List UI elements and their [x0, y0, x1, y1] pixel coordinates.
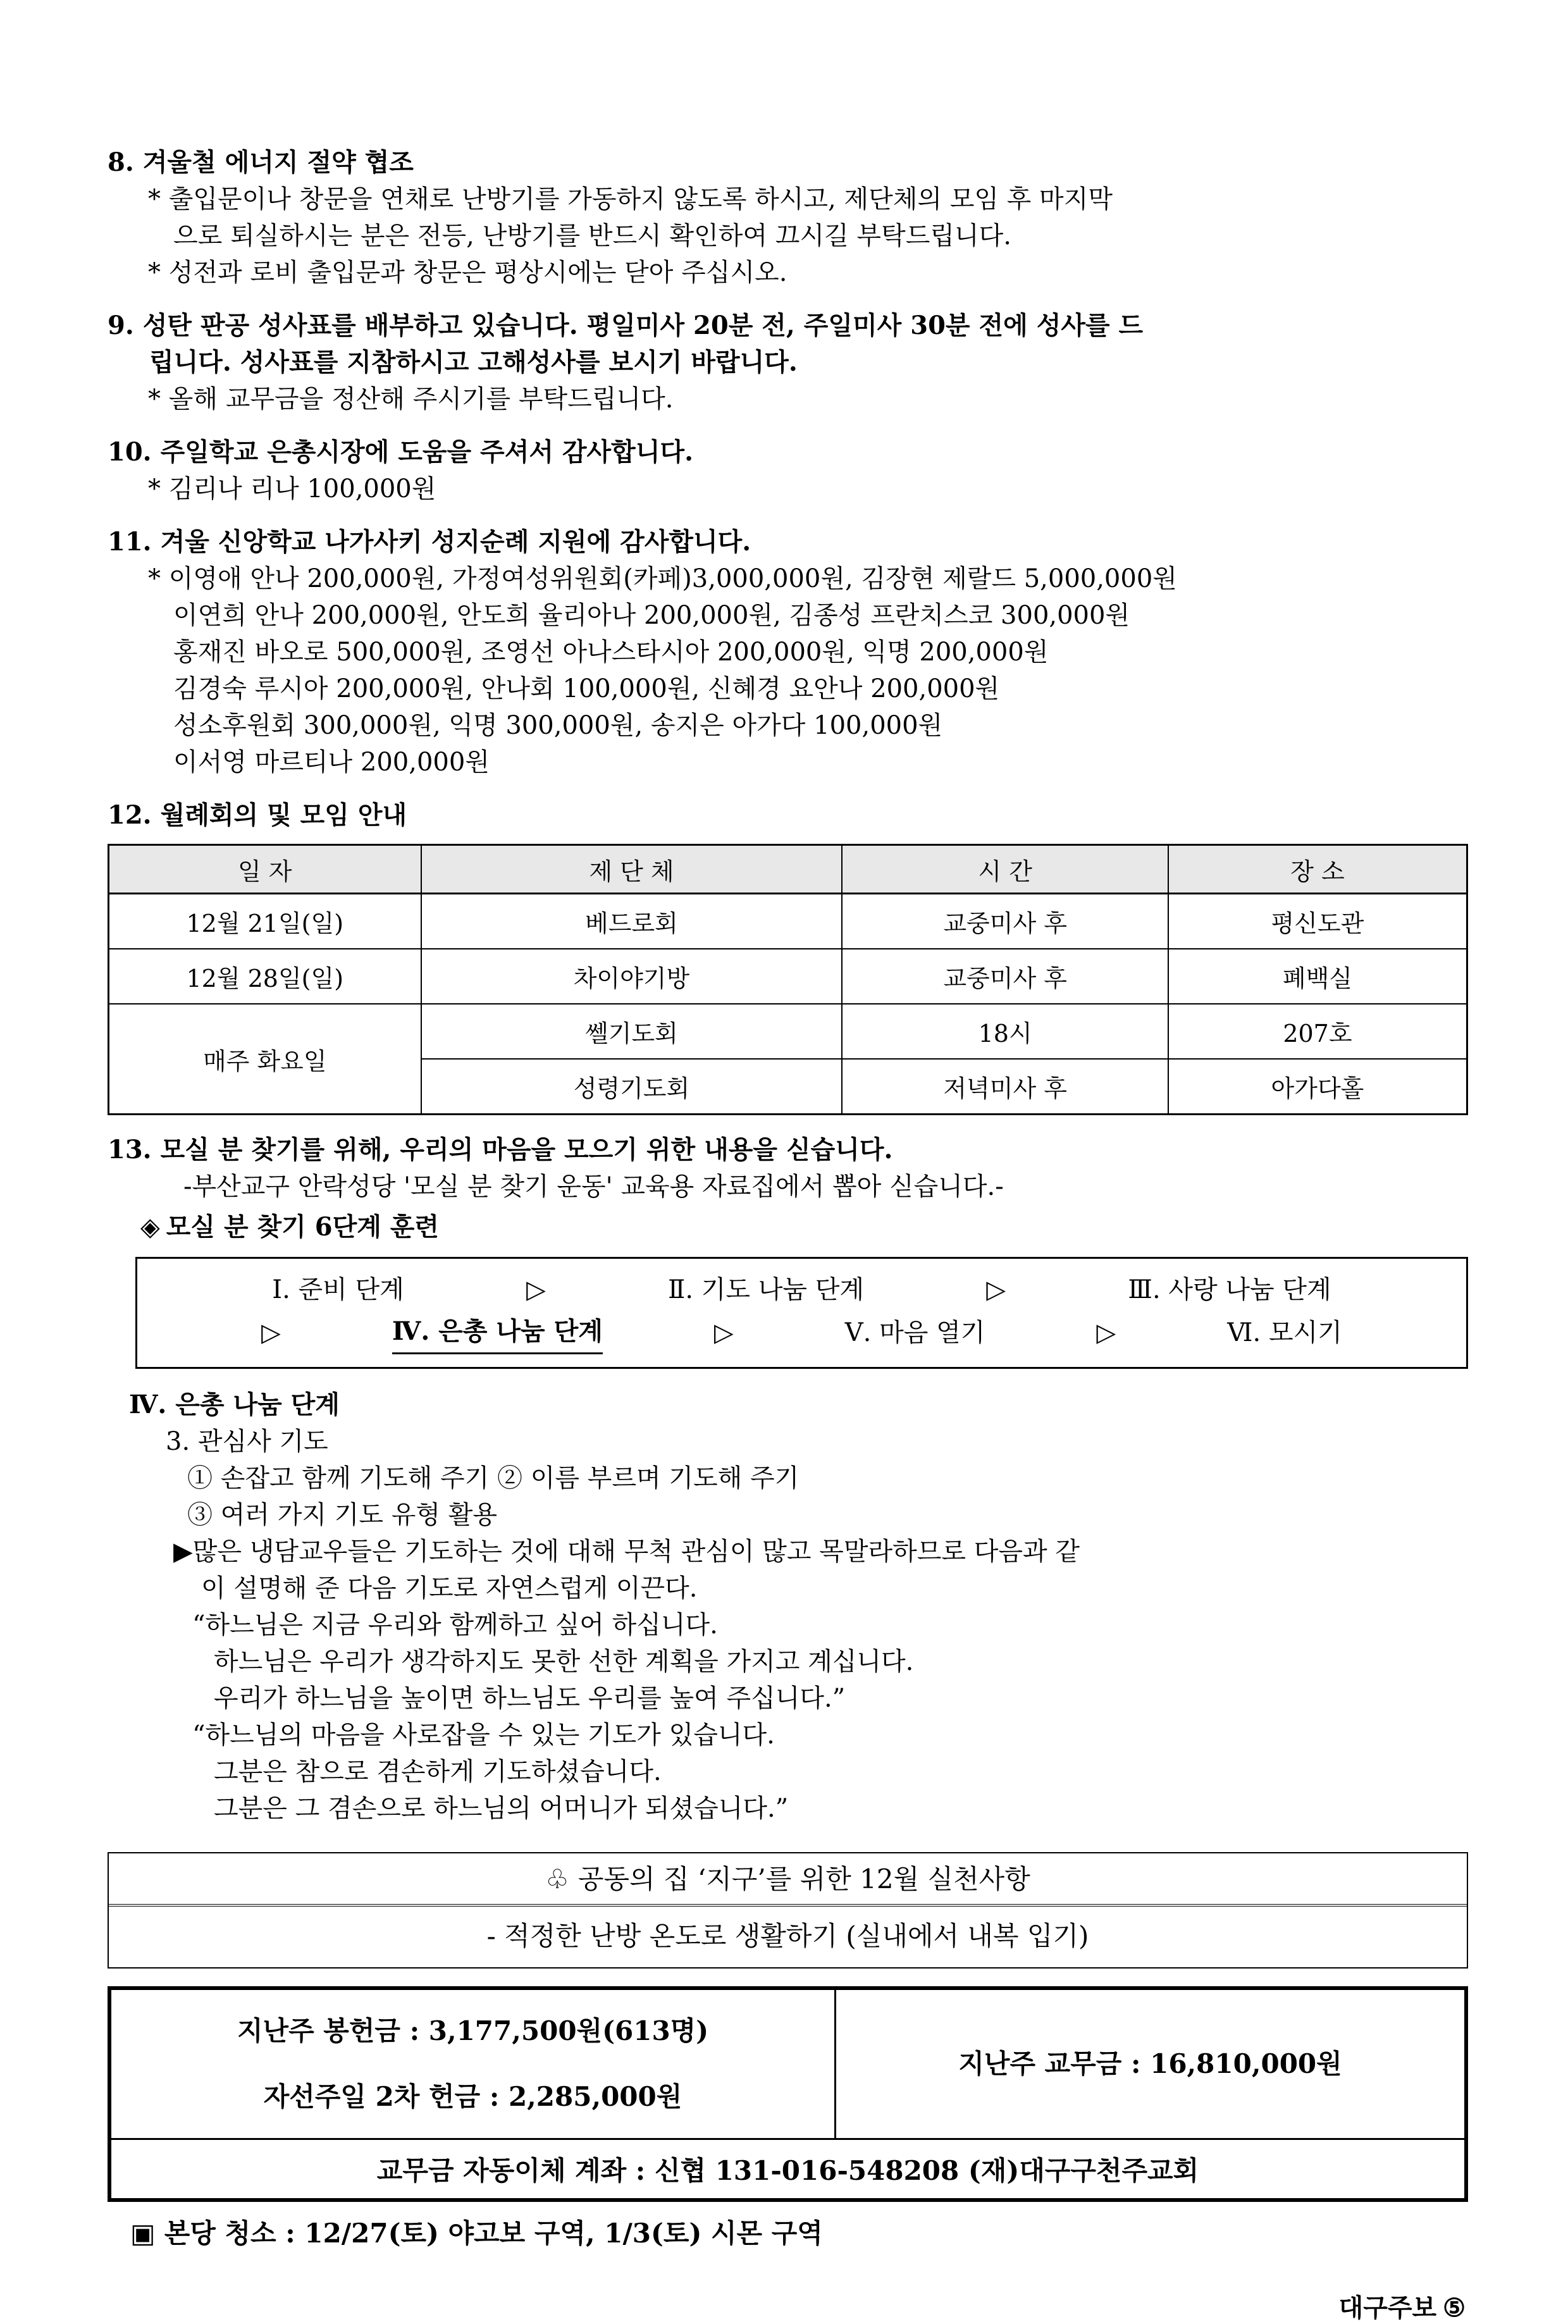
- section-title: 겨울철 에너지 절약 협조: [142, 147, 414, 177]
- step-label: Ⅵ. 모시기: [1227, 1318, 1342, 1347]
- subtitle-line: [108, 1209, 1468, 1245]
- practice-title-row: [109, 1853, 1467, 1904]
- six-steps-box: [135, 1257, 1468, 1369]
- donor-line: 김경숙 루시아 200,000원, 안나회 100,000원, 신혜경 요안나 200,000원: [173, 674, 1000, 703]
- table-header-row: [109, 845, 1467, 894]
- section-title: 겨울 신앙학교 나가사키 성지순례 지원에 감사합니다.: [160, 527, 751, 557]
- cell-group: 차이야기방: [421, 949, 843, 1004]
- section-8: [108, 144, 1468, 291]
- cell-group: 성령기도회: [421, 1059, 843, 1115]
- section-heading: [108, 1132, 1468, 1168]
- quote-line: 그분은 그 겸손으로 하느님의 어머니가 되셨습니다.”: [214, 1794, 789, 1823]
- tip-text: 많은 냉담교우들은 기도하는 것에 대해 무척 관심이 많고 목말라하므로 다음과 같: [192, 1537, 1080, 1566]
- dues-cell: [836, 1988, 1466, 2139]
- col-header-place: 장 소: [1168, 845, 1467, 894]
- section-10: [108, 434, 1468, 507]
- col-header-time: 시 간: [842, 845, 1168, 894]
- tip-continuation: 이 설명해 준 다음 기도로 자연스럽게 이끈다.: [201, 1574, 698, 1603]
- charity-offering: 자선주일 2차 헌금 : 2,285,000원: [263, 2081, 682, 2112]
- bullet-line: * 올해 교무금을 정산해 주시기를 부탁드립니다.: [148, 385, 674, 414]
- section-number: 11.: [108, 527, 152, 557]
- finance-box: [108, 1986, 1468, 2202]
- right-arrow-icon: ▷: [986, 1275, 1006, 1304]
- cell-date: 12월 28일(일): [109, 949, 421, 1004]
- section-heading: [108, 797, 1468, 834]
- numbered-line: ③ 여러 가지 기도 유형 활용: [187, 1500, 497, 1530]
- section-title: 월례회의 및 모임 안내: [160, 800, 407, 830]
- stage-heading: Ⅳ. 은총 나눔 단계: [129, 1390, 340, 1419]
- section-heading: [108, 144, 1468, 181]
- section-number: 8.: [108, 147, 134, 177]
- club-icon: ♧: [545, 1864, 569, 1894]
- table-row: [109, 894, 1467, 949]
- quote-line: 하느님은 우리가 생각하지도 못한 선한 계획을 가지고 계십니다.: [214, 1647, 914, 1676]
- quote-line: “하느님은 지금 우리와 함께하고 싶어 하십니다.: [192, 1610, 718, 1640]
- step-label: Ⅰ. 준비 단계: [272, 1275, 404, 1304]
- cleaning-text: 본당 청소 : 12/27(토) 야고보 구역, 1/3(토) 시몬 구역: [164, 2218, 823, 2249]
- meeting-table: [108, 844, 1468, 1115]
- table-row: [109, 949, 1467, 1004]
- step-label-current: Ⅳ. 은총 나눔 단계: [392, 1311, 603, 1354]
- steps-row: [150, 1269, 1454, 1311]
- cell-place: 207호: [1168, 1004, 1467, 1059]
- step-label: Ⅲ. 사랑 나눔 단계: [1128, 1275, 1331, 1304]
- cell-place: 아가다홀: [1168, 1059, 1467, 1115]
- cell-group: 베드로회: [421, 894, 843, 949]
- section-12: [108, 797, 1468, 1115]
- continuation-line: 으로 퇴실하시는 분은 전등, 난방기를 반드시 확인하여 끄시길 부탁드립니다.: [173, 221, 1011, 250]
- cell-time: 저녁미사 후: [842, 1059, 1168, 1115]
- right-arrow-icon: ▷: [261, 1318, 281, 1347]
- cell-group: 쎌기도회: [421, 1004, 843, 1059]
- bullet-line: * 출입문이나 창문을 연채로 난방기를 가동하지 않도록 하시고, 제단체의 모임 후 마지막: [148, 185, 1113, 214]
- quote-line: 그분은 참으로 겸손하게 기도하셨습니다.: [214, 1757, 662, 1786]
- finance-bottom-row: [109, 2139, 1466, 2201]
- cell-date: 12월 21일(일): [109, 894, 421, 949]
- cell-time: 18시: [842, 1004, 1168, 1059]
- col-header-date: 일 자: [109, 845, 421, 894]
- right-arrow-icon: ▷: [713, 1318, 734, 1347]
- finance-top-row: [109, 1988, 1466, 2139]
- dues-last-week: 지난주 교무금 : 16,810,000원: [958, 2048, 1342, 2079]
- step-label: Ⅱ. 기도 나눔 단계: [668, 1275, 865, 1304]
- practice-box: [108, 1852, 1468, 1969]
- practice-item: - 적정한 난방 온도로 생활하기 (실내에서 내복 입기): [109, 1904, 1467, 1967]
- footer-title: 대구주보: [1338, 2293, 1437, 2323]
- step-label: Ⅴ. 마음 열기: [844, 1318, 985, 1347]
- play-arrow-icon: ▶: [173, 1537, 193, 1566]
- bullet-line: * 성전과 로비 출입문과 창문은 평상시에는 닫아 주십시오.: [148, 258, 787, 287]
- cell-place: 평신도관: [1168, 894, 1467, 949]
- donor-line: * 이영애 안나 200,000원, 가정여성위원회(카페)3,000,000원, 김장현 제랄드 5,000,000원: [148, 564, 1177, 593]
- section-13: [108, 1132, 1468, 1827]
- numbered-line: ① 손잡고 함께 기도해 주기 ② 이름 부르며 기도해 주기: [187, 1464, 799, 1493]
- quote-line: 우리가 하느님을 높이면 하느님도 우리를 높여 주십니다.”: [214, 1684, 846, 1713]
- heading-continuation: 립니다. 성사표를 지참하시고 고해성사를 보시기 바랍니다.: [149, 347, 798, 377]
- offering-cell: [109, 1988, 836, 2139]
- section-9: [108, 307, 1468, 417]
- right-arrow-icon: ▷: [526, 1275, 546, 1304]
- quote-line: “하느님의 마음을 사로잡을 수 있는 기도가 있습니다.: [192, 1721, 775, 1750]
- cleaning-notice: [108, 2215, 1468, 2253]
- section-title: 성탄 판공 성사표를 배부하고 있습니다. 평일미사 20분 전, 주일미사 30분 전에 성사를 드: [142, 311, 1144, 340]
- tip-paragraph: [108, 1533, 1468, 1570]
- section-title: 모실 분 찾기를 위해, 우리의 마음을 모으기 위한 내용을 싣습니다.: [160, 1135, 893, 1165]
- section-title: 주일학교 은총시장에 도움을 주셔서 감사합니다.: [160, 437, 694, 467]
- donor-line: 이서영 마르티나 200,000원: [173, 748, 490, 777]
- section-number: 9.: [108, 311, 134, 340]
- page-footer: [108, 2288, 1468, 2324]
- subtitle: 모실 분 찾기 6단계 훈련: [166, 1212, 440, 1242]
- cell-date: 매주 화요일: [109, 1004, 421, 1115]
- donor-line: 성소후원회 300,000원, 익명 300,000원, 송지은 아가다 100,000원: [173, 711, 943, 740]
- section-heading: [108, 434, 1468, 471]
- cell-time: 교중미사 후: [842, 894, 1168, 949]
- section-number: 13.: [108, 1135, 152, 1165]
- stage-subheading: 3. 관심사 기도: [166, 1427, 328, 1456]
- donor-line: 이연희 안나 200,000원, 안도희 율리아나 200,000원, 김종성 프란치스코 300,000원: [173, 601, 1130, 630]
- donor-line: 홍재진 바오로 500,000원, 조영선 아나스타시아 200,000원, 익명 200,000원: [173, 638, 1049, 667]
- page-number: ⑤: [1443, 2293, 1466, 2323]
- cell-place: 폐백실: [1168, 949, 1467, 1004]
- source-note: -부산교구 안락성당 '모실 분 찾기 운동' 교육용 자료집에서 뽑아 싣습니다.-: [183, 1172, 1004, 1201]
- table-row: [109, 1004, 1467, 1059]
- square-icon: ▣: [130, 2218, 156, 2249]
- col-header-group: 제 단 체: [421, 845, 843, 894]
- section-heading: [108, 524, 1468, 560]
- steps-row: [150, 1311, 1454, 1354]
- section-number: 10.: [108, 437, 152, 467]
- practice-title: 공동의 집 ‘지구’를 위한 12월 실천사항: [577, 1864, 1030, 1894]
- section-11: [108, 524, 1468, 781]
- section-number: 12.: [108, 800, 152, 830]
- cell-time: 교중미사 후: [842, 949, 1168, 1004]
- diamond-icon: ◈: [140, 1212, 160, 1242]
- section-heading: [108, 307, 1468, 344]
- right-arrow-icon: ▷: [1096, 1318, 1116, 1347]
- bullet-line: * 김리나 리나 100,000원: [148, 474, 436, 504]
- offering-last-week: 지난주 봉헌금 : 3,177,500원(613명): [237, 2015, 709, 2046]
- account-row: 교무금 자동이체 계좌 : 신협 131-016-548208 (재)대구구천주교회: [109, 2139, 1466, 2201]
